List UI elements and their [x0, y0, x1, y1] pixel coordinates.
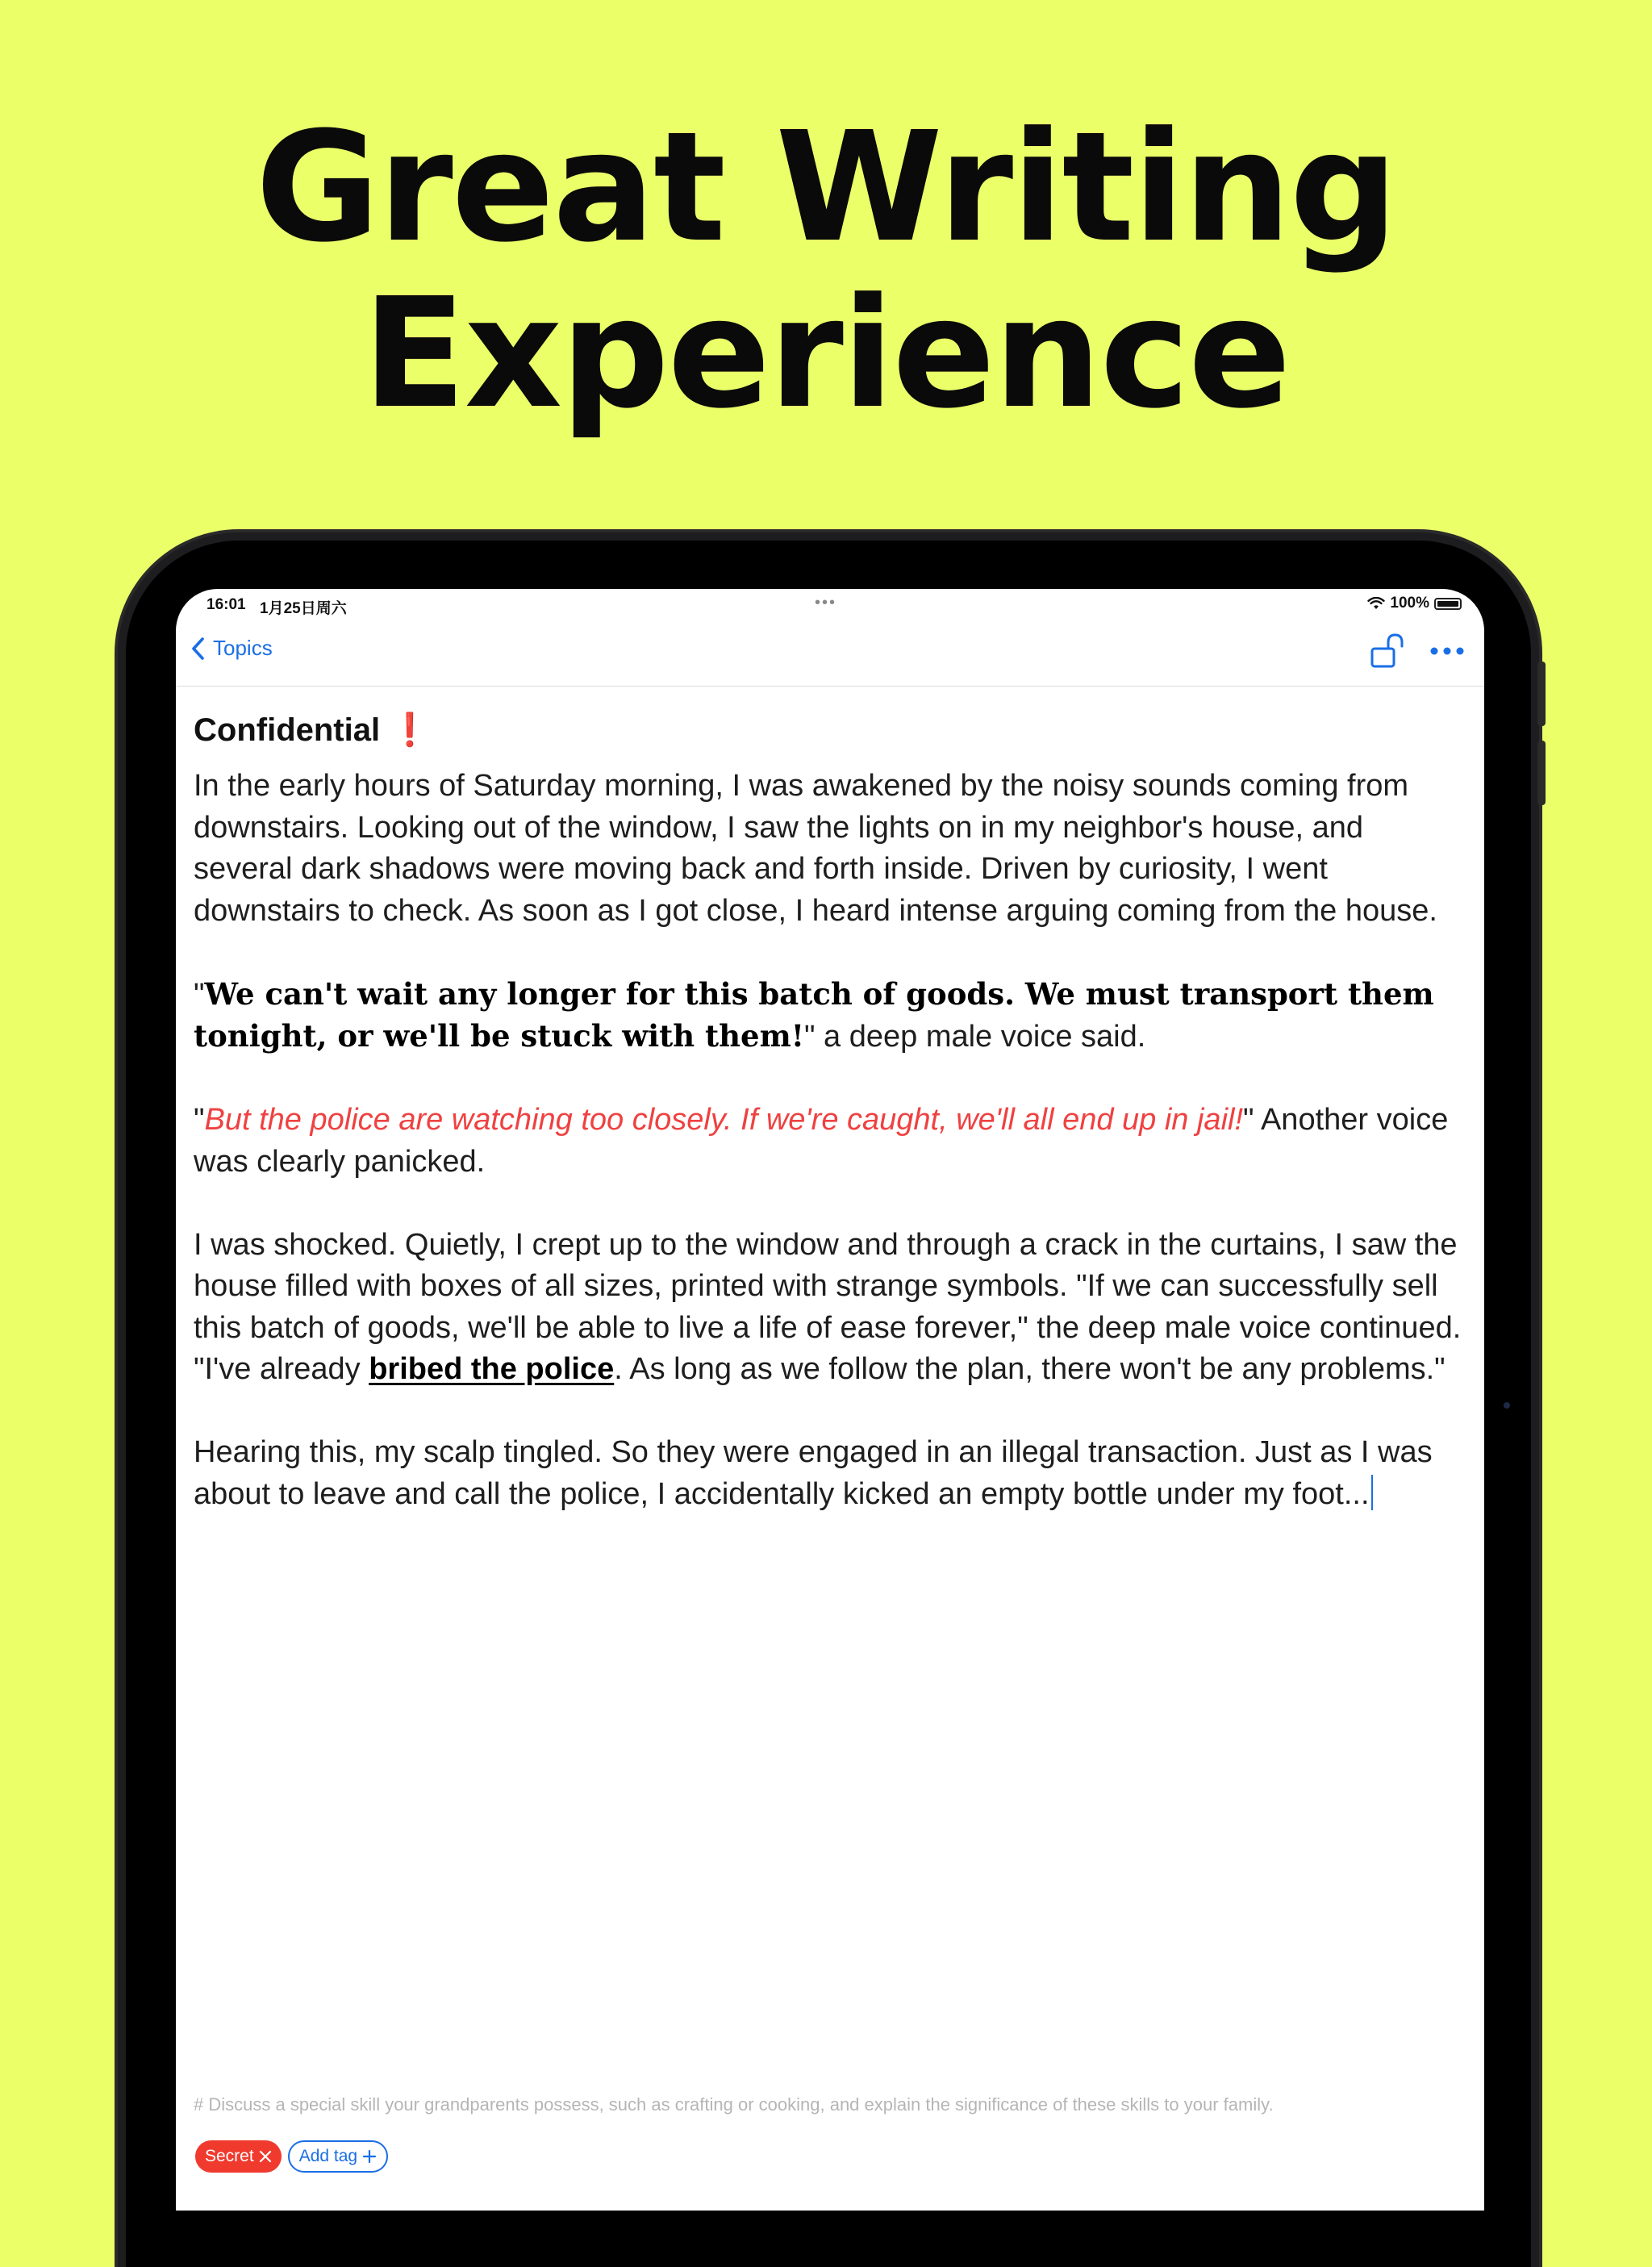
paragraph-2-rest: " a deep male voice said.	[803, 1020, 1146, 1054]
paragraph-spacer	[194, 1183, 1465, 1225]
status-bar	[176, 589, 1484, 621]
wifi-icon	[1367, 597, 1385, 610]
status-time: 16:01	[206, 596, 246, 613]
plus-icon	[362, 2149, 377, 2164]
paragraph-5-text: Hearing this, my scalp tingled. So they were engaged in an illegal transaction. Just as I was about to leave and call the police, I accidentally kicked an empty bottle under my foot...	[194, 1435, 1433, 1511]
chevron-left-icon	[190, 637, 205, 661]
document-title-text: Confidential	[194, 712, 381, 748]
unlock-icon[interactable]	[1370, 633, 1405, 670]
headline-line-1: Great Writing	[255, 99, 1397, 276]
status-date: 1月25日周六	[260, 600, 347, 617]
exclamation-icon: ❗	[390, 712, 430, 748]
document-editor[interactable]	[194, 706, 1465, 1515]
navigation-bar	[176, 621, 1484, 687]
paragraph-3-rest: " Another voice was clearly panicked.	[194, 1103, 1449, 1179]
tag-secret[interactable]	[195, 2140, 282, 2173]
more-icon[interactable]	[1429, 646, 1465, 656]
open-quote: "	[194, 1103, 205, 1137]
back-button-label: Topics	[213, 636, 273, 660]
add-tag-label: Add tag	[298, 2147, 358, 2165]
underlined-emphasis: bribed the police	[369, 1352, 615, 1386]
paragraph-1: In the early hours of Saturday morning, I was awakened by the noisy sounds coming from downstairs. Looking out of the window, I saw the lights on in my neighbor's house, and several dark shadows were moving back and forth inside. Driven by curiosity, I went downstairs to check. As soon as I got close, I heard intense arguing coming from the house.	[194, 769, 1437, 928]
multitasking-dots-icon[interactable]: •••	[815, 594, 837, 612]
paragraph-4	[194, 1225, 1465, 1391]
bold-dialogue: We can't wait any longer for this batch of goods. We must transport them tonight, or we'll be stuck with them!	[194, 975, 1434, 1054]
paragraph-5	[194, 1432, 1465, 1515]
open-quote: "	[194, 977, 205, 1012]
headline	[0, 99, 1652, 442]
app-screen	[176, 589, 1484, 2211]
italic-dialogue: But the police are watching too closely. If we're caught, we'll all end up in jail!	[204, 1103, 1244, 1137]
paragraph-4-start: I was shocked. Quietly, I crept up to the window and through a crack in the curtains, I saw the house filled with boxes of all sizes, printed with strange symbols. "If we can successfully sell this batch of goods, we'll be able to live a life of ease forever," the deep male voice continued. "I've already	[194, 1227, 1462, 1386]
close-icon[interactable]	[259, 2150, 272, 2163]
document-title[interactable]	[194, 706, 1465, 754]
add-tag-button[interactable]	[288, 2140, 388, 2173]
volume-down-button	[1537, 741, 1546, 805]
status-indicators	[1367, 595, 1462, 612]
paragraph-2	[194, 974, 1465, 1058]
writing-prompt: # Discuss a special skill your grandparents possess, such as crafting or cooking, and explain the significance of these skills to your family.	[194, 2094, 1274, 2115]
tag-secret-label: Secret	[205, 2147, 254, 2165]
camera-icon	[1504, 1402, 1510, 1409]
paragraph-spacer	[194, 1391, 1465, 1433]
text-cursor	[1371, 1475, 1373, 1510]
paragraph-spacer	[194, 1058, 1465, 1100]
nav-actions	[1370, 633, 1465, 670]
headline-line-2: Experience	[362, 265, 1290, 442]
paragraph-3	[194, 1100, 1465, 1183]
battery-icon	[1434, 598, 1462, 610]
tag-row	[195, 2140, 388, 2173]
back-button[interactable]	[190, 636, 273, 661]
paragraph-4-end: . As long as we follow the plan, there won't be any problems."	[614, 1352, 1446, 1386]
battery-percent: 100%	[1390, 595, 1429, 612]
volume-up-button	[1537, 662, 1546, 726]
paragraph-spacer	[194, 932, 1465, 974]
